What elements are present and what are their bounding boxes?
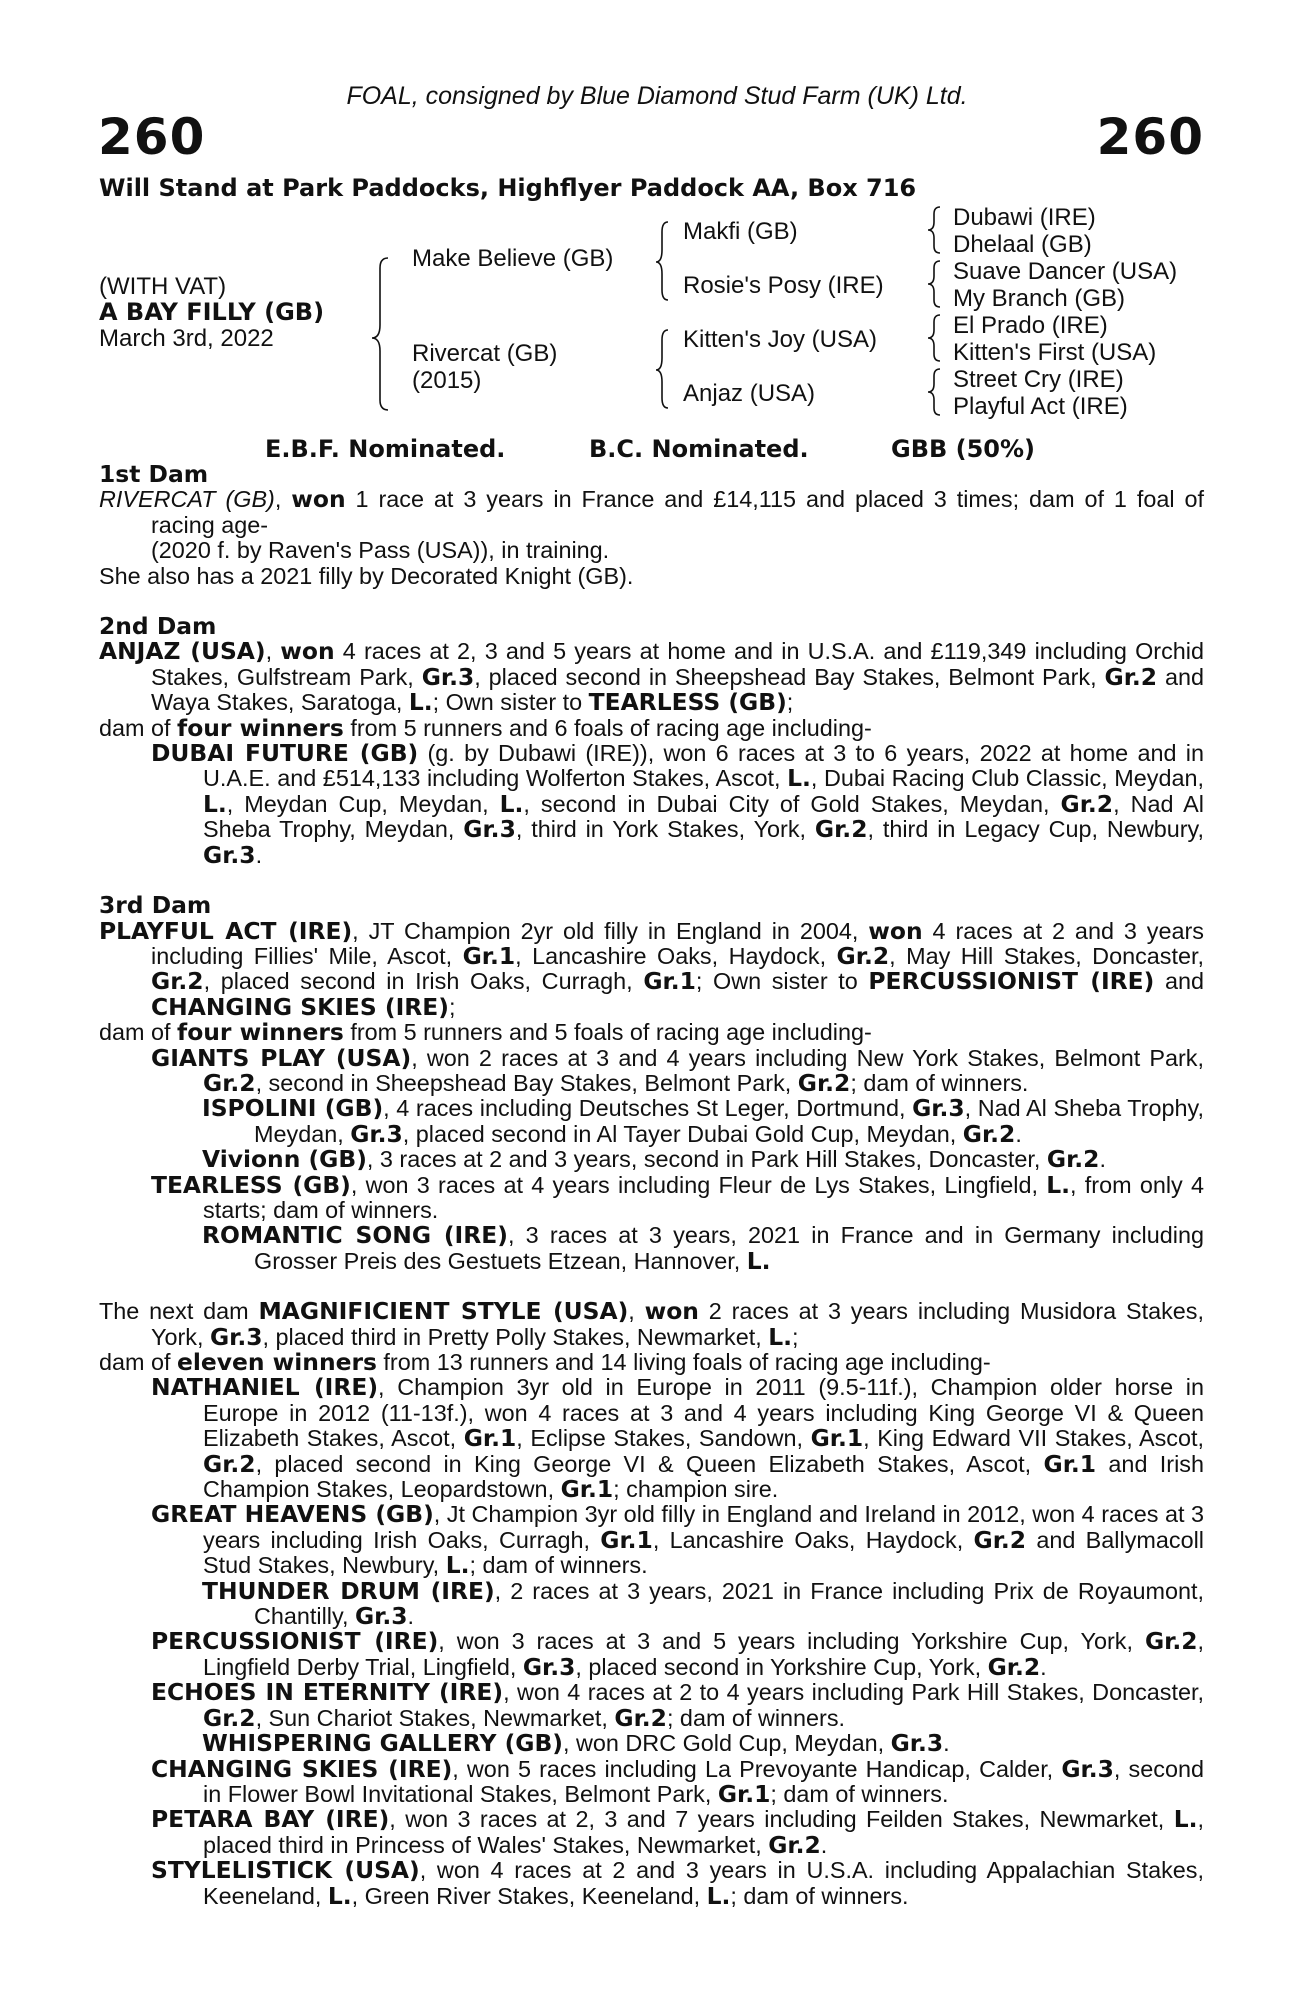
section-heading-3rd-dam: 3rd Dam	[99, 891, 212, 920]
ebf-nomination: E.B.F. Nominated.	[265, 435, 506, 463]
stand-location: Will Stand at Park Paddocks, Highflyer Paddock AA, Box 716	[99, 174, 917, 202]
produce-dubai-future: DUBAI FUTURE (GB) (g. by Dubawi (IRE)), won 6 races at 3 to 6 years, 2022 at home and in U.A.E. and £514,133 including Wolferton Stakes, Ascot, L., Dubai Racing Club Classic, Meydan, L., Meydan Cup, Meydan, L., second in Dubai City of Gold Stakes, Meydan, Gr.2, Nad Al Sheba Trophy, Meydan, Gr.3, third in York Stakes, York, Gr.2, third in Legacy Cup, Newbury, Gr.3.	[151, 739, 1204, 869]
gbb-status: GBB (50%)	[891, 435, 1036, 463]
dam-year: (2015)	[412, 367, 482, 394]
brace-g3	[928, 315, 940, 361]
produce-thunder-drum: THUNDER DRUM (IRE), 2 races at 3 years, 2021 in France including Prix de Royaumont, Chantilly, Gr.3.	[202, 1576, 1204, 1631]
dam: Rivercat (GB)	[412, 340, 558, 367]
produce-great-heavens: GREAT HEAVENS (GB), Jt Champion 3yr old filly in England and Ireland in 2012, won 4 races at 3 years including Irish Oaks, Curragh, Gr.1, Lancashire Oaks, Haydock, Gr.2 and Ballymacoll Stud Stakes, Newbury, L.; dam of winners.	[151, 1500, 1204, 1580]
sire: Make Believe (GB)	[412, 245, 614, 272]
catalogue-body	[99, 462, 1204, 1909]
lot-number-left: 260	[98, 108, 206, 166]
produce-giants-play: GIANTS PLAY (USA), won 2 races at 3 and 4 years including New York Stakes, Belmont Park, Gr.2, second in Sheepshead Bay Stakes, Belmont Park, Gr.2; dam of winners.	[151, 1043, 1204, 1097]
ancestor-7: Street Cry (IRE)	[953, 366, 1124, 393]
produce-romantic-song: ROMANTIC SONG (IRE), 3 races at 3 years, 2021 in France and in Germany including Grosser Preis des Gestuets Etzean, Hannover, L.	[202, 1221, 1204, 1275]
produce-percussionist: PERCUSSIONIST (IRE), won 3 races at 3 and 5 years including Yorkshire Cup, York, Gr.2, Lingfield Derby Trial, Lingfield, Gr.3, placed second in Yorkshire Cup, York, Gr.2.	[151, 1627, 1205, 1681]
produce-vivionn: Vivionn (GB), 3 races at 2 and 3 years, second in Park Hill Stakes, Doncaster, Gr.2.	[202, 1145, 1106, 1174]
consignor-line: FOAL, consigned by Blue Diamond Stud Farm (UK) Ltd.	[346, 82, 968, 110]
second-dam-produce: dam of four winners from 5 runners and 6 foals of racing age including-	[99, 713, 872, 742]
brace-g4	[928, 369, 940, 415]
produce-nathaniel: NATHANIEL (IRE), Champion 3yr old in Europe in 2011 (9.5-11f.), Champion older horse in Europe in 2012 (11-13f.), won 4 races at 3 and 4 years including King George VI & Queen Elizabeth Stakes, Ascot, Gr.1, Eclipse Stakes, Sandown, Gr.1, King Edward VII Stakes, Ascot, Gr.2, placed second in King George VI & Queen Elizabeth Stakes, Ascot, Gr.1 and Irish Champion Stakes, Leopardstown, Gr.1; champion sire.	[151, 1373, 1204, 1504]
pedigree-braces	[0, 0, 1314, 440]
next-dam-entry: The next dam MAGNIFICIENT STYLE (USA), won 2 races at 3 years including Musidora Stakes, York, Gr.3, placed third in Pretty Polly Stakes, Newmarket, L.;	[99, 1297, 1205, 1351]
ancestor-2: Dhelaal (GB)	[953, 231, 1092, 258]
lot-number-right: 260	[1096, 108, 1204, 166]
dam-sire: Kitten's Joy (USA)	[683, 326, 877, 353]
bc-nomination: B.C. Nominated.	[589, 435, 809, 463]
next-dam-produce: dam of eleven winners from 13 runners and 14 living foals of racing age including-	[99, 1348, 991, 1376]
ancestor-5: El Prado (IRE)	[953, 312, 1108, 339]
section-heading-2nd-dam: 2nd Dam	[99, 612, 217, 641]
ancestor-8: Playful Act (IRE)	[953, 393, 1128, 420]
lot-description: A BAY FILLY (GB)	[99, 298, 325, 326]
produce-ispolini: ISPOLINI (GB), 4 races including Deutsches St Leger, Dortmund, Gr.3, Nad Al Sheba Trophy, Meydan, Gr.3, placed second in Al Tayer Dubai Gold Cup, Meydan, Gr.2.	[202, 1094, 1205, 1148]
vat-note: (WITH VAT)	[99, 273, 227, 300]
ancestor-3: Suave Dancer (USA)	[953, 258, 1178, 285]
brace-dam	[656, 330, 668, 408]
ancestor-1: Dubawi (IRE)	[953, 204, 1096, 231]
third-dam-produce: dam of four winners from 5 runners and 5 foals of racing age including-	[99, 1018, 872, 1047]
produce-whispering-gallery: WHISPERING GALLERY (GB), won DRC Gold Cup, Meydan, Gr.3.	[202, 1729, 950, 1758]
dam-dam: Anjaz (USA)	[683, 380, 816, 407]
produce-echoes-in-eternity: ECHOES IN ETERNITY (IRE), won 4 races at 2 to 4 years including Park Hill Stakes, Doncaster, Gr.2, Sun Chariot Stakes, Newmarket, Gr.2; dam of winners.	[151, 1678, 1204, 1732]
produce-stylelistick: STYLELISTICK (USA), won 4 races at 2 and 3 years in U.S.A. including Appalachian Stakes, Keeneland, L., Green River Stakes, Keeneland, L.; dam of winners.	[151, 1856, 1204, 1910]
produce-petara-bay: PETARA BAY (IRE), won 3 races at 2, 3 and 7 years including Feilden Stakes, Newmarket, L., placed third in Princess of Wales' Stakes, Newmarket, Gr.2.	[151, 1805, 1205, 1859]
first-dam-note: She also has a 2021 filly by Decorated Knight (GB).	[99, 562, 634, 589]
third-dam-entry: PLAYFUL ACT (IRE), JT Champion 2yr old filly in England in 2004, won 4 races at 2 and 3 years including Fillies' Mile, Ascot, Gr.1, Lancashire Oaks, Haydock, Gr.2, May Hill Stakes, Doncaster, Gr.2, placed second in Irish Oaks, Curragh, Gr.1; Own sister to PERCUSSIONIST (IRE) and CHANGING SKIES (IRE);	[99, 916, 1204, 1021]
first-dam-entry: RIVERCAT (GB), won 1 race at 3 years in France and £14,115 and placed 3 times; dam of 1 foal of racing age-	[99, 485, 1205, 538]
brace-sire	[656, 222, 668, 300]
second-dam-entry: ANJAZ (USA), won 4 races at 2, 3 and 5 years at home and in U.S.A. and £119,349 including Orchid Stakes, Gulfstream Park, Gr.3, placed second in Sheepshead Bay Stakes, Belmont Park, Gr.2 and Waya Stakes, Saratoga, L.; Own sister to TEARLESS (GB);	[99, 637, 1205, 717]
foaling-date: March 3rd, 2022	[99, 325, 274, 352]
produce-changing-skies: CHANGING SKIES (IRE), won 5 races including La Prevoyante Handicap, Calder, Gr.3, second in Flower Bowl Invitational Stakes, Belmont Park, Gr.1; dam of winners.	[151, 1754, 1204, 1808]
sire-sire: Makfi (GB)	[683, 218, 798, 245]
section-heading-1st-dam: 1st Dam	[99, 460, 209, 488]
ancestor-6: Kitten's First (USA)	[953, 339, 1157, 366]
brace-g2	[928, 261, 940, 307]
ancestor-4: My Branch (GB)	[953, 285, 1126, 312]
sire-dam: Rosie's Posy (IRE)	[683, 272, 884, 299]
brace-g1	[928, 207, 940, 253]
first-dam-produce: (2020 f. by Raven's Pass (USA)), in training.	[151, 537, 610, 564]
produce-tearless: TEARLESS (GB), won 3 races at 4 years including Fleur de Lys Stakes, Lingfield, L., from only 4 starts; dam of winners.	[151, 1170, 1204, 1223]
brace-main	[372, 258, 388, 410]
